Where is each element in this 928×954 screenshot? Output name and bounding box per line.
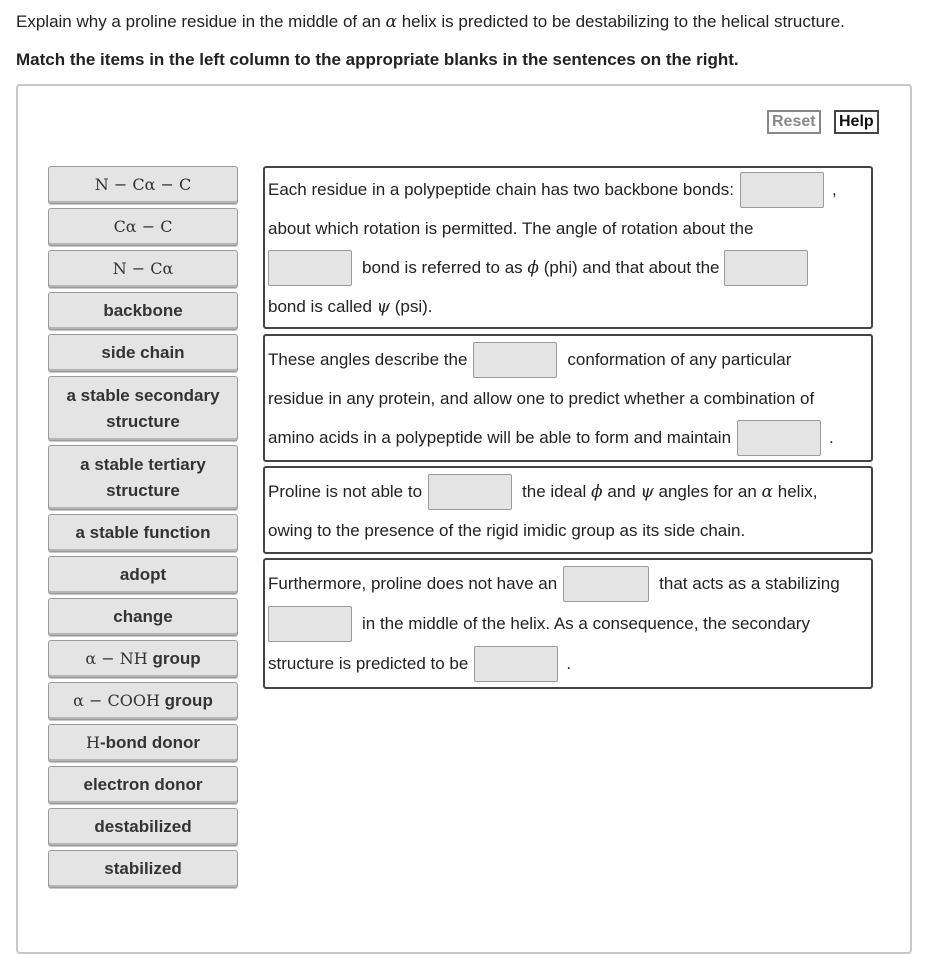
drop-blank[interactable] bbox=[724, 250, 808, 286]
tile-destabilized[interactable]: destabilized bbox=[48, 808, 238, 846]
psi-symbol: ψ bbox=[376, 297, 391, 317]
tile-backbone[interactable]: backbone bbox=[48, 292, 238, 330]
question-text bbox=[16, 12, 845, 32]
sentence-text: about which rotation is permitted. The angle of rotation about the bbox=[268, 219, 754, 238]
sentence-text: . bbox=[566, 654, 572, 673]
sentence-text: helix, bbox=[773, 482, 818, 501]
sentence-text: Proline is not able to bbox=[268, 482, 423, 501]
sentence-text: and bbox=[602, 482, 641, 501]
sentence-text: structure is predicted to be bbox=[268, 654, 469, 673]
sentence-box-3 bbox=[263, 466, 873, 554]
tile-stable-secondary-structure[interactable]: a stable secondary structure bbox=[48, 376, 238, 441]
question-part: helix is predicted to be destabilizing to the helical structure. bbox=[396, 12, 845, 31]
tile-alpha-cooh-group[interactable] bbox=[48, 682, 238, 720]
tile-adopt[interactable]: adopt bbox=[48, 556, 238, 594]
help-button[interactable]: Help bbox=[834, 110, 879, 134]
drop-blank[interactable] bbox=[268, 250, 352, 286]
tile-alpha-nh-group[interactable] bbox=[48, 640, 238, 678]
sentence-text: , bbox=[831, 180, 837, 199]
alpha-symbol: α bbox=[385, 12, 397, 32]
drop-blank[interactable] bbox=[268, 606, 352, 642]
sentence-text: (psi). bbox=[390, 297, 433, 316]
sentence-text: amino acids in a polypeptide will be able to form and maintain bbox=[268, 428, 732, 447]
tile-n-calpha-c[interactable]: N − Cα − C bbox=[48, 166, 238, 204]
drop-blank[interactable] bbox=[740, 172, 824, 208]
tile-side-chain[interactable]: side chain bbox=[48, 334, 238, 372]
sentence-text: Each residue in a polypeptide chain has two backbone bonds: bbox=[268, 180, 734, 199]
sentence-text: These angles describe the bbox=[268, 350, 468, 369]
sentence-text: bond is called bbox=[268, 297, 377, 316]
drop-blank[interactable] bbox=[563, 566, 649, 602]
sentence-text: the ideal bbox=[522, 482, 592, 501]
sentence-text: bond is referred to as bbox=[362, 258, 528, 277]
sentence-box-4 bbox=[263, 558, 873, 689]
answer-tiles-column bbox=[48, 166, 238, 892]
drop-blank[interactable] bbox=[428, 474, 512, 510]
tile-stable-function[interactable]: a stable function bbox=[48, 514, 238, 552]
sentence-text: . bbox=[829, 428, 834, 447]
question-part: Explain why a proline residue in the middle of an bbox=[16, 12, 386, 31]
sentence-text: owing to the presence of the rigid imidic group as its side chain. bbox=[268, 521, 746, 540]
sentence-text: (phi) and that about the bbox=[538, 258, 720, 277]
tile-math: α − NH bbox=[85, 649, 148, 668]
drop-blank[interactable] bbox=[473, 342, 557, 378]
tile-n-calpha[interactable]: N − Cα bbox=[48, 250, 238, 288]
tile-text: -bond donor bbox=[99, 733, 201, 752]
drop-blank[interactable] bbox=[474, 646, 558, 682]
phi-symbol: ϕ bbox=[527, 258, 539, 278]
drop-blank[interactable] bbox=[737, 420, 821, 456]
sentence-text: in the middle of the helix. As a consequence, the secondary bbox=[362, 614, 810, 633]
sentence-box-1 bbox=[263, 166, 873, 329]
tile-electron-donor[interactable]: electron donor bbox=[48, 766, 238, 804]
sentence-text: that acts as a stabilizing bbox=[659, 574, 840, 593]
tile-text: group bbox=[147, 649, 201, 668]
tile-math: H bbox=[85, 733, 100, 752]
psi-symbol: ψ bbox=[640, 482, 654, 502]
tile-math: α − COOH bbox=[73, 691, 160, 710]
sentence-text: Furthermore, proline does not have an bbox=[268, 574, 558, 593]
tile-stabilized[interactable]: stabilized bbox=[48, 850, 238, 888]
tile-change[interactable]: change bbox=[48, 598, 238, 636]
tile-stable-tertiary-structure[interactable]: a stable tertiary structure bbox=[48, 445, 238, 510]
alpha-symbol: α bbox=[761, 482, 774, 502]
tile-h-bond-donor[interactable] bbox=[48, 724, 238, 762]
sentence-text: conformation of any particular bbox=[567, 350, 792, 369]
phi-symbol: ϕ bbox=[591, 482, 603, 502]
reset-button[interactable]: Reset bbox=[767, 110, 821, 134]
sentence-text: angles for an bbox=[653, 482, 762, 501]
sentence-text: residue in any protein, and allow one to predict whether a combination of bbox=[268, 389, 815, 408]
tile-calpha-c[interactable]: Cα − C bbox=[48, 208, 238, 246]
sentence-box-2 bbox=[263, 334, 873, 462]
instruction-text: Match the items in the left column to the appropriate blanks in the sentences on the right. bbox=[16, 50, 739, 69]
tile-text: group bbox=[159, 691, 213, 710]
